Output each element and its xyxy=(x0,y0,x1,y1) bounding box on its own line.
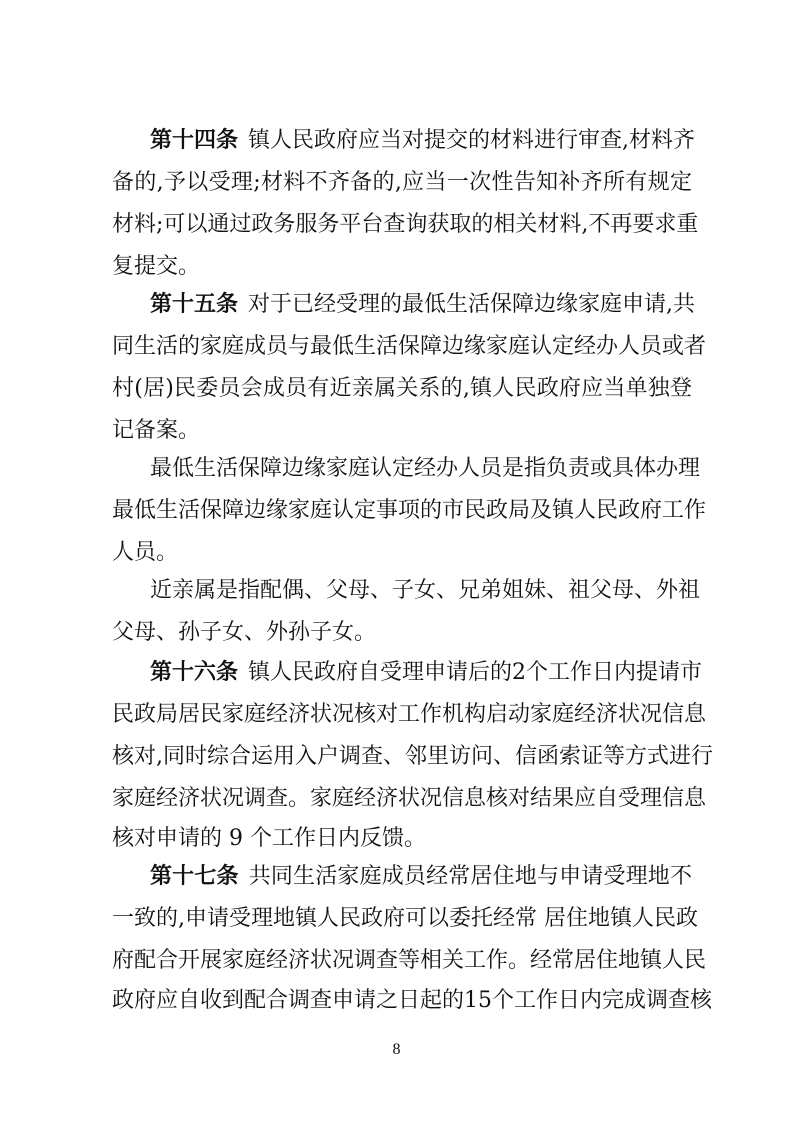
article-16-line-4: 家庭经济状况调查。家庭经济状况信息核对结果应自受理信息 xyxy=(112,786,707,811)
article-16-line-3: 核对,同时综合运用入户调查、邻里访问、信函索证等方式进行 xyxy=(112,744,713,769)
definition-relatives-line-2: 父母、孙子女、外孙子女。 xyxy=(112,620,377,645)
article-14-line-2: 备的,予以受理;材料不齐备的,应当一次性告知补齐所有规定 xyxy=(112,170,692,195)
article-17-line-4: 政府应自收到配合调查申请之日起的15个工作日内完成调查核 xyxy=(112,988,712,1013)
article-14-number: 第十四条 xyxy=(150,128,239,153)
article-15-text: 对于已经受理的最低生活保障边缘家庭申请,共 xyxy=(248,292,696,317)
article-15-line-4: 记备案。 xyxy=(112,418,201,443)
article-16-line-2: 民政局居民家庭经济状况核对工作机构启动家庭经济状况信息 xyxy=(112,702,707,727)
article-14-line-3: 材料;可以通过政务服务平台查询获取的相关材料,不再要求重 xyxy=(112,212,699,237)
article-14-text: 镇人民政府应当对提交的材料进行审查,材料齐 xyxy=(248,128,696,153)
article-16-number: 第十六条 xyxy=(150,660,239,685)
article-16-line-1 xyxy=(150,656,703,690)
article-15-line-2: 同生活的家庭成员与最低生活保障边缘家庭认定经办人员或者 xyxy=(112,334,707,359)
article-17-line-3: 府配合开展家庭经济状况调查等相关工作。经常居住地镇人民 xyxy=(112,948,707,973)
definition-staff-line-3: 人员。 xyxy=(112,540,179,565)
article-15-number: 第十五条 xyxy=(150,292,239,317)
article-17-text: 共同生活家庭成员经常居住地与申请受理地不 xyxy=(248,864,692,889)
definition-staff-line-1: 最低生活保障边缘家庭认定经办人员是指负责或具体办理 xyxy=(150,456,701,481)
article-14-line-4: 复提交。 xyxy=(112,254,201,279)
definition-staff-line-2: 最低生活保障边缘家庭认定事项的市民政局及镇人民政府工作 xyxy=(112,498,707,523)
article-17-line-2: 一致的,申请受理地镇人民政府可以委托经常 居住地镇人民政 xyxy=(112,906,698,931)
article-16-line-5: 核对申请的 9 个工作日内反馈。 xyxy=(112,826,426,851)
article-16-text: 镇人民政府自受理申请后的2个工作日内提请市 xyxy=(248,660,703,685)
article-17-line-1 xyxy=(150,860,692,894)
article-14-line-1 xyxy=(150,124,696,158)
article-15-line-3: 村(居)民委员会成员有近亲属关系的,镇人民政府应当单独登 xyxy=(112,376,692,401)
article-17-number: 第十七条 xyxy=(150,864,239,889)
article-15-line-1 xyxy=(150,288,696,322)
definition-relatives-line-1: 近亲属是指配偶、父母、子女、兄弟姐妹、祖父母、外祖 xyxy=(150,578,701,603)
page-number: 8 xyxy=(392,1041,401,1058)
